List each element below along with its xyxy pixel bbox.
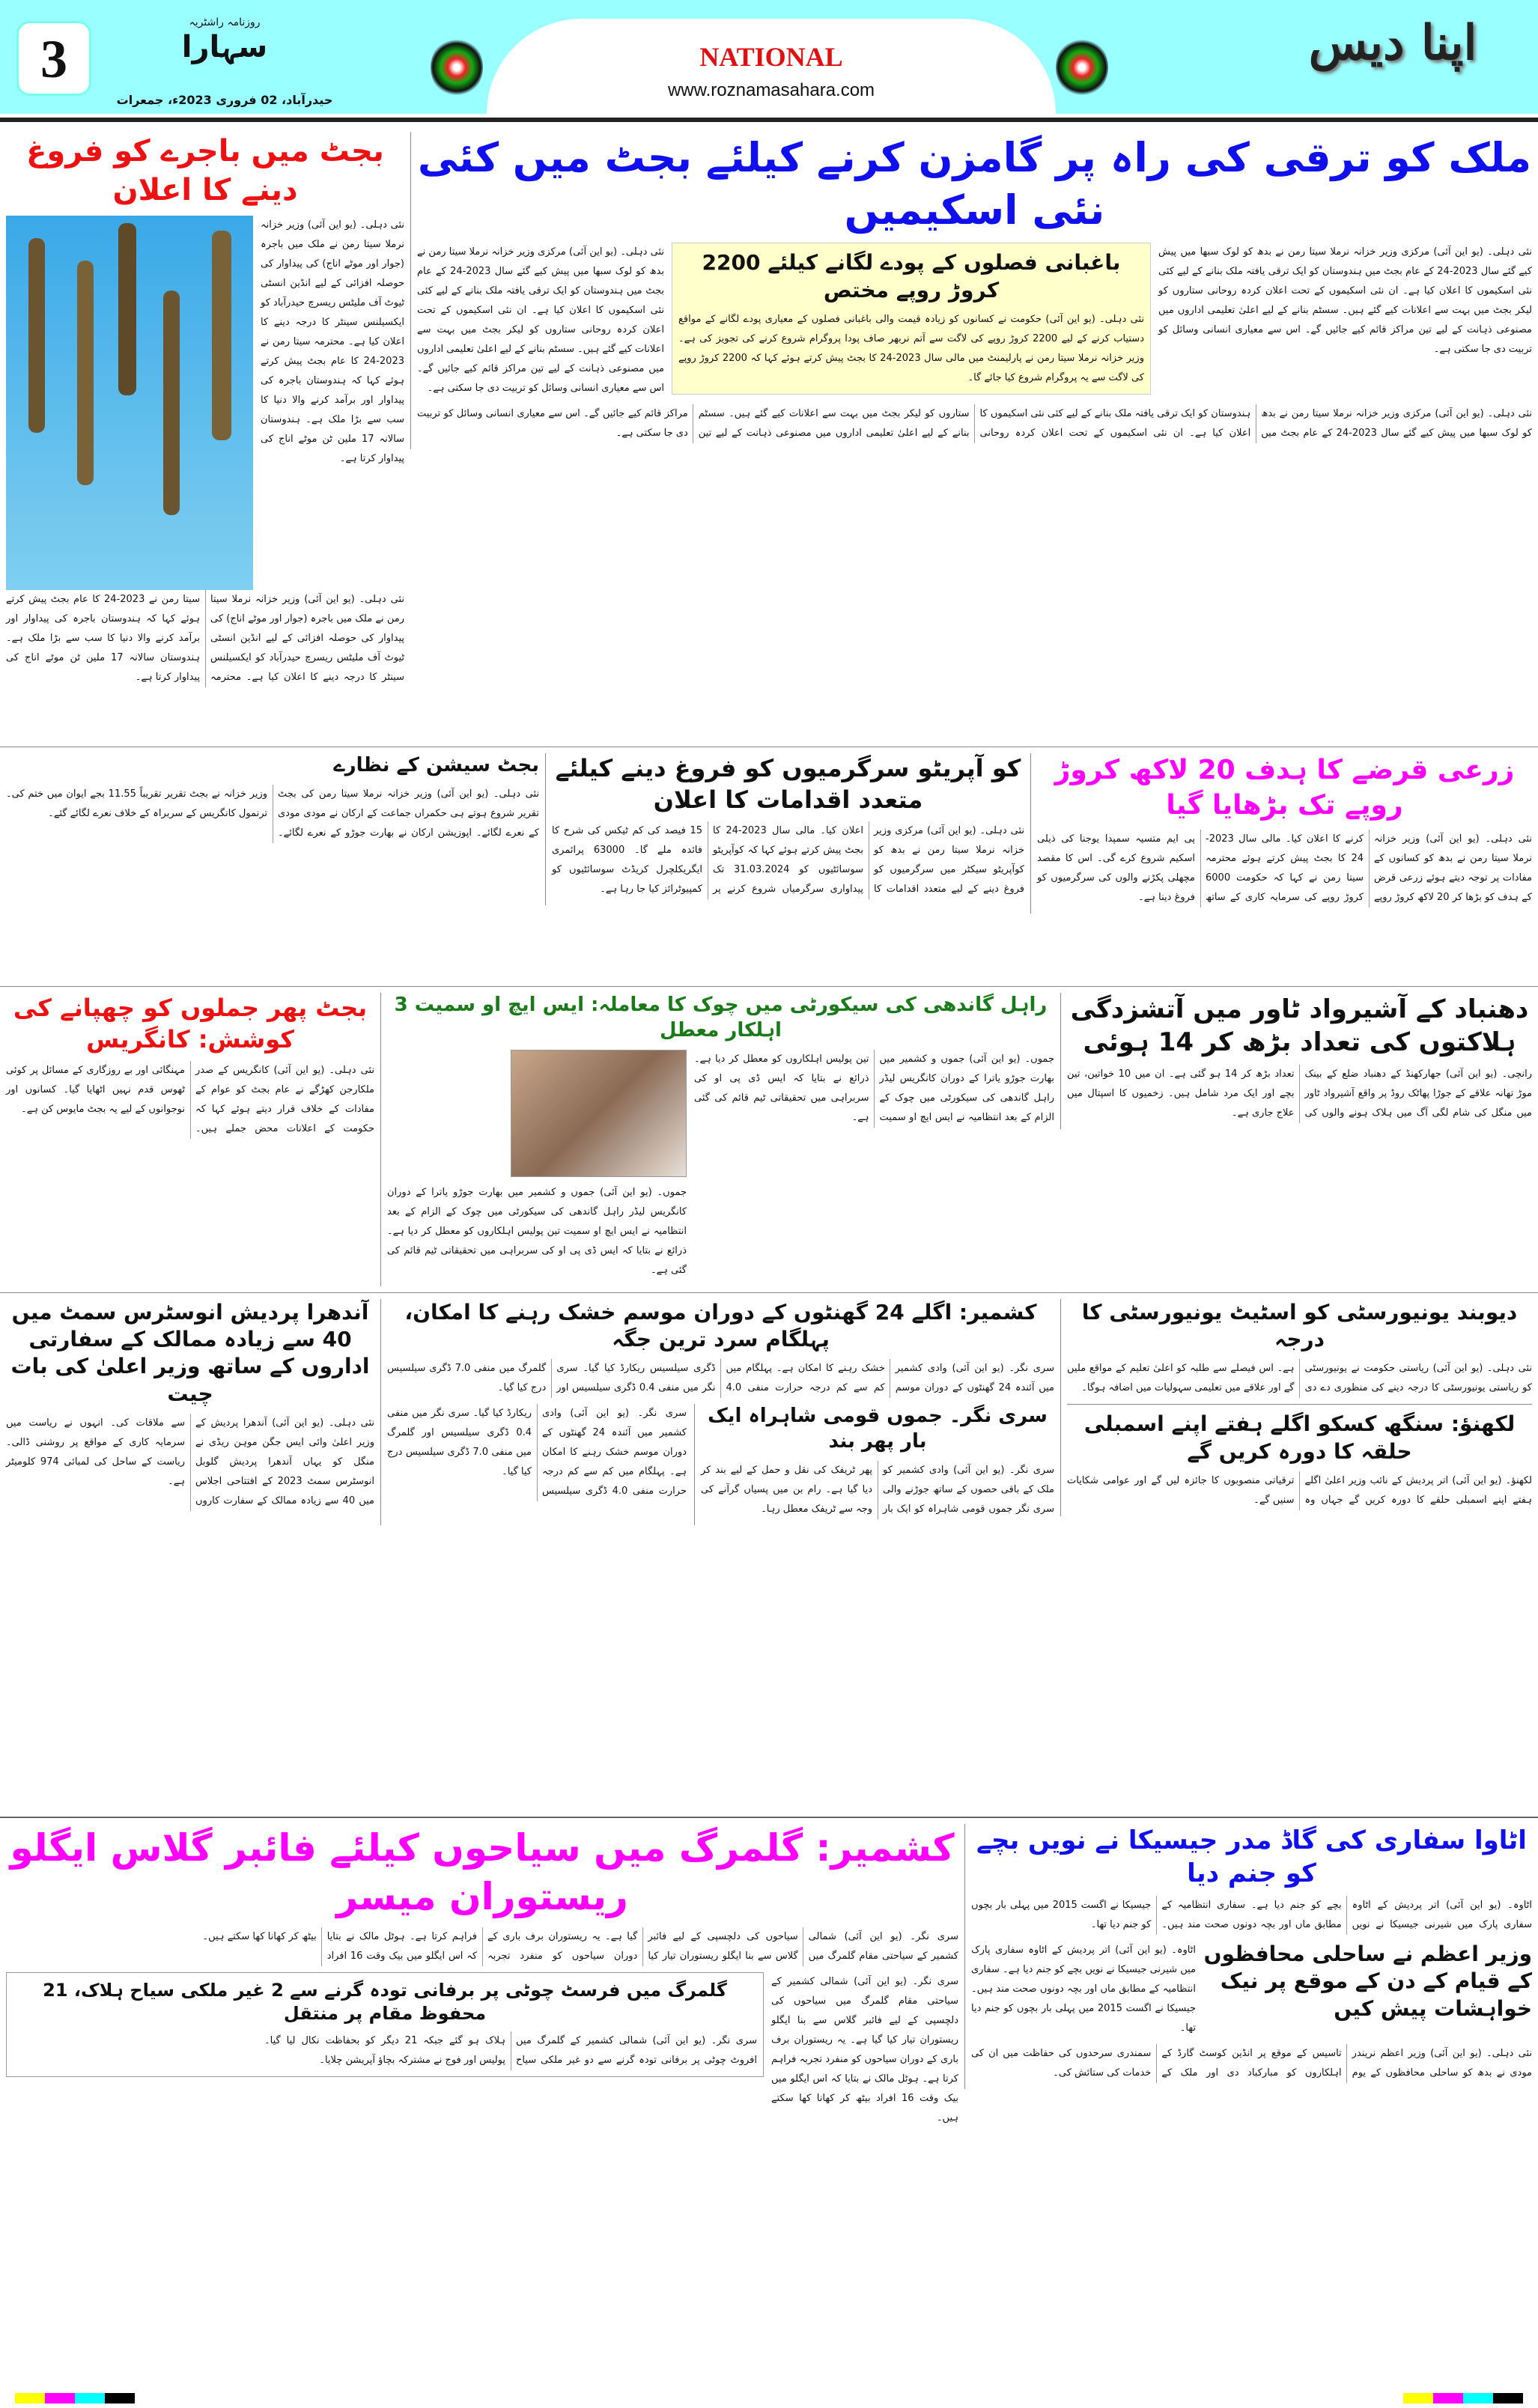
millet-photo bbox=[6, 216, 253, 590]
cooperative-headline: کو آپریٹو سرگرمیوں کو فروغ دینے کیلئے متعدد اقدامات کا اعلان bbox=[555, 754, 1021, 814]
sunburst-icon bbox=[431, 37, 483, 97]
millet-body: نئی دہلی۔ (یو این آئی) وزیر خزانہ نرملا سیتا رمن نے ملک میں باجرہ (جوار اور موٹے اناج) کی پیداوار کی حوصلہ افزائی کے لیے انڈین انسٹی ٹیوٹ آف ملیٹس ریسرچ حیدرآباد کو ایکسیلنس سینٹر کا درجہ دینے کا اعلان کیا ہے۔ محترمہ سیتا رمن نے 2023-24 کا عام بجٹ پیش کرتے ہوئے کہا کہ ہندوستان باجرہ کی پیداوار اور برآمد کرنے والا دنیا کا سب سے بڑا ملک ہے۔ ہندوستان سالانہ 17 ملین ٹن موٹے اناج کی پیداوار کرتا ہے۔ bbox=[261, 219, 404, 464]
sub-story-body: نئی دہلی۔ (یو این آئی) حکومت نے کسانوں کو زیادہ قیمت والی باغبانی فصلوں کے معیاری پودے لگانے کے مواقع دستیاب کرنے کے لیے 2200 کروڑ روپے کی لاگت سے آتم نربھر صاف پودا پروگرام شروع کرنے کی تجویز کی ہے۔ وزیر خزانہ نرملا سیتا رمن نے پارلیمنٹ میں مالی سال 2023-24 کا بجٹ پیش کرتے ہوئے کہا کہ 2200 کروڑ روپے کی لاگت سے یہ پروگرام شروع کیا جائے گا۔ bbox=[678, 314, 1144, 384]
kashmir-weather-body: سری نگر۔ (یو این آئی) وادی کشمیر میں آئندہ 24 گھنٹوں کے دوران موسم خشک رہنے کا امکان ہے۔ پہلگام میں کم سے کم درجہ حرارت منفی 4.0 ڈگری سیلسیس ریکارڈ کیا گیا۔ سری نگر میں منفی 0.4 ڈگری سیلسیس اور گلمرگ میں منفی 7.0 ڈگری سیلسیس درج کیا گیا۔ bbox=[387, 1363, 1054, 1394]
andhra-headline: آندھرا پردیش انوسٹرس سمٹ میں 40 سے زیادہ ممالک کے سفارتی اداروں کے ساتھ وزیر اعلیٰ کی بات چیت bbox=[10, 1299, 370, 1406]
gulmarg-sub-box bbox=[6, 1972, 764, 2077]
main-story-body: نئی دہلی۔ (یو این آئی) مرکزی وزیر خزانہ نرملا سیتا رمن نے بدھ کو لوک سبھا میں پیش کیے گئے سال 2023-24 کے عام بجٹ میں ہندوستان کو ایک ترقی یافتہ ملک بنانے کے لیے کئی نئی اسکیموں کا اعلان کیا ہے۔ ان نئی اسکیموں کے تحت اعلان کردہ روحانی ستاروں کو لیکر بجٹ میں بہت سے اعلانات کیے گئے ہیں۔ سسٹم بنانے کے لیے اعلیٰ تعلیمی اداروں میں مصنوعی ذہانت کے لیے تین مراکز قائم کیے جائیں گے۔ اس سے معیاری انسانی وسائل کو تربیت دی جا سکتی ہے۔ bbox=[1158, 246, 1533, 356]
rahul-gandhi-photo bbox=[511, 1050, 687, 1177]
cooperative-body: نئی دہلی۔ (یو این آئی) مرکزی وزیر خزانہ نرملا سیتا رمن نے بدھ کو کوآپریٹو سیکٹر میں سرگرمیوں کو فروغ دینے کے لیے متعدد اقدامات کا اعلان کیا۔ مالی سال 2023-24 کا بجٹ پیش کرتے ہوئے کہا کہ کوآپریٹو سوسائٹیوں کو 31.03.2024 تک پیداواری سرگرمیاں شروع کرنے پر 15 فیصد کی کم ٹیکس کی شرح کا فائدہ ملے گا۔ 63000 پرائمری ایگریکلچرل کریڈٹ سوسائٹیوں کو کمپیوٹرائز کیا جا رہا ہے۔ bbox=[552, 825, 1024, 896]
jumla-story bbox=[0, 993, 380, 1145]
etawah-body: اٹاوہ۔ (یو این آئی) اتر پردیش کے اٹاوہ سفاری پارک میں شیرنی جیسیکا نے نویں بچے کو جنم دیا ہے۔ سفاری انتظامیہ کے مطابق ماں اور بچہ دونوں صحت مند ہیں۔ جیسیکا نے اگست 2015 میں پہلی بار بچوں کو جنم دیا تھا۔ bbox=[971, 1899, 1532, 1930]
lucknow-headline: لکھنؤ: سنگھ کسکو اگلے ہفتے اپنے اسمبلی حلقہ کا دورہ کریں گے bbox=[1083, 1411, 1516, 1464]
row-5 bbox=[0, 1817, 1538, 2140]
rahul-body: جموں۔ (یو این آئی) جموں و کشمیر میں بھارت جوڑو یاترا کے دوران کانگریس لیڈر راہل گاندھی کی سیکورٹی میں چوک کے الزام کے بعد انتظامیہ نے ایس ایچ او سمیت تین پولیس اہلکاروں کو معطل کر دیا ہے۔ ذرائع نے بتایا کہ ایس ڈی پی او کی سربراہی میں تحقیقاتی ٹیم قائم کی گئی ہے۔ bbox=[694, 1053, 1054, 1123]
pm-headline: وزیر اعظم نے ساحلی محافظوں کے قیام کے دن کے موقع پر نیک خواہشات پیش کیں bbox=[1203, 1941, 1532, 2021]
kashmir-weather-story bbox=[380, 1299, 1060, 1525]
farm-credit-story bbox=[1030, 753, 1538, 913]
rahul-headline: راہل گاندھی کی سیکورٹی میں چوک کا معاملہ: ایس ایچ او سمیت 3 اہلکار معطل bbox=[394, 994, 1048, 1042]
millet-headline: بجٹ میں باجرے کو فروغ دینے کا اعلان bbox=[26, 134, 384, 207]
dhanbad-body: رانچی۔ (یو این آئی) جھارکھنڈ کے دھنباد ضلع کے بینک موڑ تھانہ علاقے کے جوڑا پھاٹک روڈ پر واقع آشیرواد ٹاور میں منگل کی شام لگی آگ میں ہلاک ہونے والوں کی تعداد بڑھ کر 14 ہو گئی ہے۔ ان میں 10 خواتین، تین بچے اور ایک مرد شامل ہیں۔ زخمیوں کا اسپتال میں علاج جاری ہے۔ bbox=[1067, 1068, 1532, 1119]
dhanbad-headline: دھنباد کے آشیرواد ٹاور میں آتشزدگی ہلاکتوں کی تعداد بڑھ کر 14 ہوئی bbox=[1070, 994, 1529, 1058]
gulmarg-body: سری نگر۔ (یو این آئی) شمالی کشمیر کے سیاحتی مقام گلمرگ میں سیاحوں کی دلچسپی کے لیے فائبر گلاس سے بنا ایگلو ریستوران تیار کیا گیا ہے۔ یہ ریستوران برف باری کے دوران سیاحوں کو منفرد تجربہ فراہم کرتا ہے۔ ہوٹل مالک نے بتایا کہ اس ایگلو میں بیک وقت 16 افراد بیٹھ کر کھانا کھا سکتے ہیں۔ bbox=[202, 1930, 958, 1962]
gulmarg-headline: کشمیر: گلمرگ میں سیاحوں کیلئے فائبر گلاس ایگلو ریستوران میسر bbox=[10, 1825, 955, 1918]
kashmir-weather-headline: کشمیر: اگلے 24 گھنٹوں کے دوران موسم خشک رہنے کا امکان، پہلگام سرد ترین جگہ bbox=[404, 1299, 1037, 1352]
andhra-body: نئی دہلی۔ (یو این آئی) آندھرا پردیش کے وزیر اعلیٰ وائی ایس جگن موہن ریڈی نے منگل کو یہاں آندھرا پردیش گلوبل انوسٹرس سمٹ 2023 کے افتتاحی اجلاس میں 40 سے زیادہ ممالک کے سفارت کاروں سے ملاقات کی۔ انہوں نے ریاست میں سرمایہ کاری کے مواقع پر روشنی ڈالی۔ ریاست کے ساحل کی لمبائی 974 کلومیٹر ہے۔ bbox=[6, 1417, 374, 1507]
section-title-urdu: اپنا دیس bbox=[1308, 15, 1477, 71]
newspaper-logo bbox=[120, 16, 329, 65]
paper-tagline: روزنامہ راشٹریہ bbox=[189, 16, 261, 28]
masthead-rule bbox=[0, 118, 1538, 122]
gulmarg-sub-headline: گلمرگ میں فرسٹ چوٹی پر برفانی تودہ گرنے سے 2 غیر ملکی سیاح ہلاک، 21 محفوظ مقام پر منتقل bbox=[43, 1979, 727, 2024]
etawah-headline: اٹاوا سفاری کی گاڈ مدر جیسیکا نے نویں بچے کو جنم دیا bbox=[976, 1825, 1527, 1888]
kashmir-weather-continued: سری نگر۔ (یو این آئی) وادی کشمیر میں آئندہ 24 گھنٹوں کے دوران موسم خشک رہنے کا امکان ہے۔ پہلگام میں کم سے کم درجہ حرارت منفی 4.0 ڈگری سیلسیس ریکارڈ کیا گیا۔ سری نگر میں منفی 0.4 ڈگری سیلسیس اور گلمرگ میں منفی 7.0 ڈگری سیلسیس درج کیا گیا۔ bbox=[387, 1408, 687, 1498]
registration-color-bar bbox=[0, 2390, 1538, 2408]
row-4 bbox=[0, 1293, 1538, 1817]
sunburst-icon bbox=[1056, 37, 1108, 97]
session-story bbox=[0, 753, 545, 849]
cooperative-story bbox=[545, 753, 1030, 905]
section-title: NATIONAL bbox=[699, 42, 843, 72]
jumla-body: نئی دہلی۔ (یو این آئی) کانگریس کے صدر ملکارجن کھڑگے نے عام بجٹ کو عوام کے مفادات کے خلاف قرار دیتے ہوئے کہا کہ حکومت کے اعلانات محض جملے ہیں۔ مہنگائی اور بے روزگاری کے مسائل پر کوئی ٹھوس قدم نہیں اٹھایا گیا۔ کسانوں اور نوجوانوں کے لیے یہ بجٹ مایوس کن ہے۔ bbox=[6, 1065, 374, 1135]
main-story bbox=[410, 132, 1538, 449]
session-body: نئی دہلی۔ (یو این آئی) وزیر خزانہ نرملا سیتا رمن کی بجٹ تقریر شروع ہوتے ہی حکمراں جماعت کے ارکان نے مودی مودی کے نعرے لگائے۔ اپوزیشن ارکان نے بھارت جوڑو کے نعرے لگائے۔ وزیر خزانہ نے بجٹ تقریر تقریباً 11.55 بجے ایوان میں ختم کی۔ ترنمول کانگریس کے سربراہ کے خلاف نعرے لگائے گئے۔ bbox=[6, 788, 539, 839]
row-2 bbox=[0, 747, 1538, 987]
farm-credit-headline: زرعی قرضے کا ہدف 20 لاکھ کروڑ روپے تک بڑھایا گیا bbox=[1054, 755, 1515, 821]
highway-story bbox=[694, 1404, 1054, 1525]
etawah-body-continued: اٹاوہ۔ (یو این آئی) اتر پردیش کے اٹاوہ سفاری پارک میں شیرنی جیسیکا نے نویں بچے کو جنم دیا ہے۔ سفاری انتظامیہ کے مطابق ماں اور بچہ دونوں صحت مند ہیں۔ جیسیکا نے اگست 2015 میں پہلی بار بچوں کو جنم دیا تھا۔ bbox=[971, 1944, 1196, 2034]
dhanbad-story bbox=[1060, 993, 1538, 1129]
du-body: نئی دہلی۔ (یو این آئی) ریاستی حکومت نے یونیورسٹی کو ریاستی یونیورسٹی کا درجہ دینے کی منظوری دے دی ہے۔ اس فیصلے سے طلبہ کو اعلیٰ تعلیم کے مواقع ملیں گے اور علاقے میں تعلیمی سہولیات میں اضافہ ہوگا۔ bbox=[1067, 1363, 1532, 1394]
jumla-headline: بجٹ پھر جملوں کو چھپانے کی کوشش: کانگریس bbox=[13, 994, 368, 1054]
lucknow-body: لکھنؤ۔ (یو این آئی) اتر پردیش کے نائب وزیر اعلیٰ اگلے ہفتے اپنے اسمبلی حلقے کا دورہ کریں گے جہاں وہ ترقیاتی منصوبوں کا جائزہ لیں گے اور عوامی شکایات سنیں گے۔ bbox=[1067, 1475, 1532, 1506]
millet-body-continued: نئی دہلی۔ (یو این آئی) وزیر خزانہ نرملا سیتا رمن نے ملک میں باجرہ (جوار اور موٹے اناج) کی پیداوار کی حوصلہ افزائی کے لیے انڈین انسٹی ٹیوٹ آف ملیٹس ریسرچ حیدرآباد کو ایکسیلنس سینٹر کا درجہ دینے کا اعلان کیا ہے۔ محترمہ سیتا رمن نے 2023-24 کا عام بجٹ پیش کرتے ہوئے کہا کہ ہندوستان باجرہ کی پیداوار اور برآمد کرنے والا دنیا کا سب سے بڑا ملک ہے۔ ہندوستان سالانہ 17 ملین ٹن موٹے اناج کی پیداوار کرتا ہے۔ bbox=[6, 594, 404, 683]
gulmarg-story bbox=[0, 1824, 964, 2134]
gulmarg-body-continued: سری نگر۔ (یو این آئی) شمالی کشمیر کے سیاحتی مقام گلمرگ میں سیاحوں کی دلچسپی کے لیے فائبر گلاس سے بنا ایگلو ریستوران تیار کیا گیا ہے۔ یہ ریستوران برف باری کے دوران سیاحوں کو منفرد تجربہ فراہم کرتا ہے۔ ہوٹل مالک نے بتایا کہ اس ایگلو میں بیک وقت 16 افراد بیٹھ کر کھانا کھا سکتے ہیں۔ bbox=[771, 1975, 958, 2123]
right-column-stories bbox=[1060, 1299, 1538, 1517]
andhra-story bbox=[0, 1299, 380, 1518]
rahul-story bbox=[380, 993, 1060, 1286]
issue-date: حیدرآباد، 02 فروری 2023ء، جمعرات bbox=[116, 93, 333, 107]
farm-credit-body: نئی دہلی۔ (یو این آئی) وزیر خزانہ نرملا سیتا رمن نے بدھ کو کسانوں کے مفادات پر توجہ دیتے ہوئے زرعی قرض کے ہدف کو بڑھا کر 20 لاکھ کروڑ روپے کرنے کا اعلان کیا۔ مالی سال 2023-24 کا بجٹ پیش کرتے ہوئے محترمہ سیتا رمن نے کہا کہ حکومت 6000 کروڑ روپے کی سرمایہ کاری کے ساتھ پی ایم متسیہ سمپدا یوجنا کی ذیلی اسکیم شروع کرے گی۔ اس کا مقصد مچھلی پکڑنے والوں کی سرگرمیوں کو فروغ دینا ہے۔ bbox=[1037, 833, 1532, 903]
pm-body: نئی دہلی۔ (یو این آئی) وزیر اعظم نریندر مودی نے بدھ کو ساحلی محافظوں کے یوم تاسیس کے موقع پر انڈین کوسٹ گارڈ کے اہلکاروں کو مبارکباد دی اور ملک کے سمندری سرحدوں کی حفاظت میں ان کی خدمات کی ستائش کی۔ bbox=[971, 2047, 1532, 2079]
rahul-body-continued: جموں۔ (یو این آئی) جموں و کشمیر میں بھارت جوڑو یاترا کے دوران کانگریس لیڈر راہل گاندھی کی سیکورٹی میں چوک کے الزام کے بعد انتظامیہ نے ایس ایچ او سمیت تین پولیس اہلکاروں کو معطل کر دیا ہے۔ ذرائع نے بتایا کہ ایس ڈی پی او کی سربراہی میں تحقیقاتی ٹیم قائم کی گئی ہے۔ bbox=[387, 1186, 687, 1276]
main-story-continued: نئی دہلی۔ (یو این آئی) مرکزی وزیر خزانہ نرملا سیتا رمن نے بدھ کو لوک سبھا میں پیش کیے گئے سال 2023-24 کے عام بجٹ میں ہندوستان کو ایک ترقی یافتہ ملک بنانے کے لیے کئی نئی اسکیموں کا اعلان کیا ہے۔ ان نئی اسکیموں کے تحت اعلان کردہ روحانی ستاروں کو لیکر بجٹ میں بہت سے اعلانات کیے گئے ہیں۔ سسٹم بنانے کے لیے اعلیٰ تعلیمی اداروں میں مصنوعی ذہانت کے لیے تین مراکز قائم کیے جائیں گے۔ اس سے معیاری انسانی وسائل کو تربیت دی جا سکتی ہے۔ bbox=[417, 408, 1532, 440]
highway-headline: سری نگر۔ جموں قومی شاہراہ ایک بار پھر بند bbox=[708, 1405, 1048, 1453]
millet-story bbox=[0, 132, 410, 693]
page-content bbox=[0, 126, 1538, 2140]
sub-story-box bbox=[672, 243, 1151, 395]
session-headline: بجٹ سیشن کے نظارے bbox=[333, 754, 539, 776]
main-story-col: نئی دہلی۔ (یو این آئی) مرکزی وزیر خزانہ نرملا سیتا رمن نے بدھ کو لوک سبھا میں پیش کیے گئے سال 2023-24 کے عام بجٹ میں ہندوستان کو ایک ترقی یافتہ ملک بنانے کے لیے کئی نئی اسکیموں کا اعلان کیا ہے۔ ان نئی اسکیموں کے تحت اعلان کردہ روحانی ستاروں کو لیکر بجٹ میں بہت سے اعلانات کیے گئے ہیں۔ سسٹم بنانے کے لیے اعلیٰ تعلیمی اداروں میں مصنوعی ذہانت کے لیے تین مراکز قائم کیے جائیں گے۔ اس سے معیاری انسانی وسائل کو تربیت دی جا سکتی ہے۔ bbox=[417, 246, 664, 395]
paper-name: سہارا bbox=[181, 29, 268, 64]
gulmarg-sub-body: سری نگر۔ (یو این آئی) شمالی کشمیر کے گلمرگ میں افروٹ چوٹی پر برفانی تودہ گرنے سے دو غیر ملکی سیاح ہلاک ہو گئے جبکہ 21 دیگر کو بحفاظت نکال لیا گیا۔ پولیس اور فوج نے مشترکہ بچاؤ آپریشن چلایا۔ bbox=[264, 2034, 757, 2066]
website-link[interactable]: www.roznamasahara.com bbox=[667, 80, 875, 100]
main-headline: ملک کو ترقی کی راہ پر گامزن کرنے کیلئے بجٹ میں کئی نئی اسکیمیں bbox=[417, 134, 1532, 234]
page-number: 3 bbox=[16, 21, 91, 96]
sub-story-headline: باغبانی فصلوں کے پودے لگانے کیلئے 2200 کروڑ روپے مختص bbox=[702, 250, 1121, 302]
du-headline: دیوبند یونیورسٹی کو اسٹیٹ یونیورسٹی کا درجہ bbox=[1081, 1299, 1518, 1352]
row-3 bbox=[0, 987, 1538, 1293]
row-1 bbox=[0, 126, 1538, 747]
etawah-story bbox=[964, 1824, 1538, 2089]
highway-body: سری نگر۔ (یو این آئی) وادی کشمیر کو ملک کے باقی حصوں کے ساتھ جوڑنے والی سری نگر جموں قومی شاہراہ کو ایک بار پھر ٹریفک کی نقل و حمل کے لیے بند کر دیا گیا ہے۔ رام بن میں پسیاں گرآنے کی وجہ سے ٹریفک معطل رہا۔ bbox=[701, 1464, 1054, 1515]
